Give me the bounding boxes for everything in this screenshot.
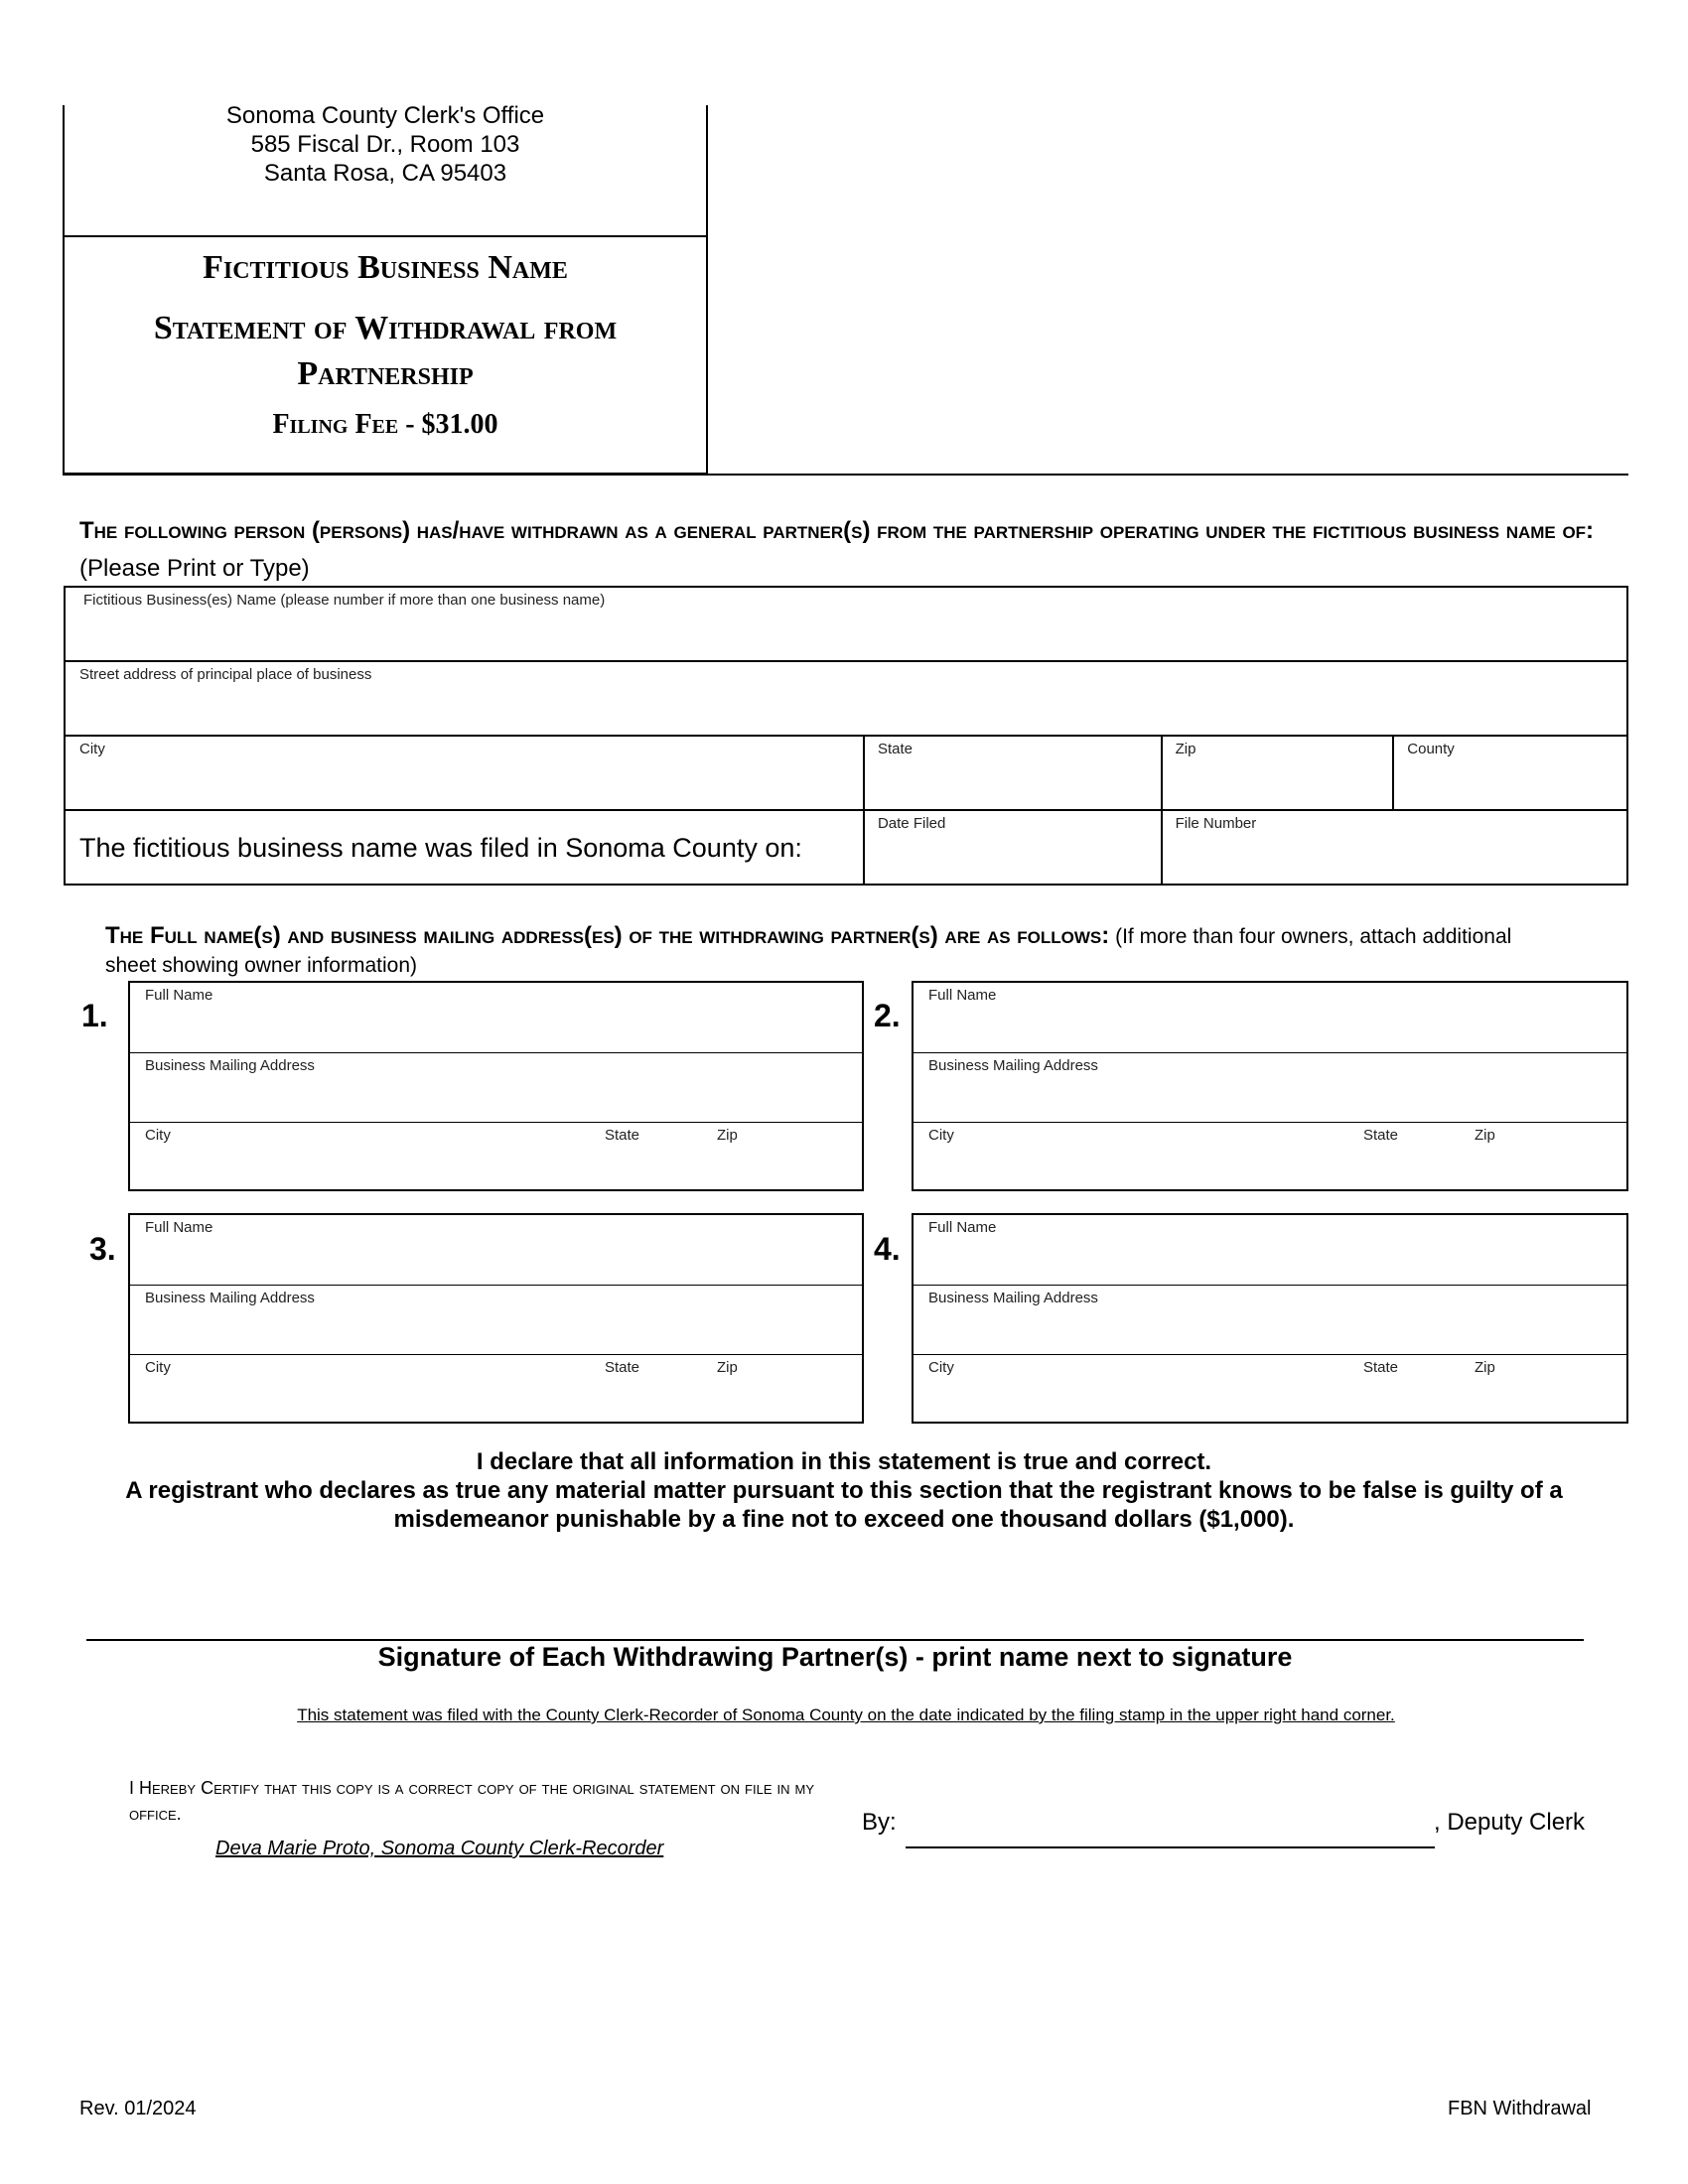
state-field[interactable] <box>864 736 1162 810</box>
state-label: State <box>605 1359 640 1376</box>
partner-1-full-name-field[interactable] <box>130 983 862 1052</box>
partner-number-1: 1. <box>81 998 108 1033</box>
partner-1-address-field[interactable] <box>130 1052 862 1122</box>
street-address-field[interactable] <box>65 661 1627 736</box>
partner-2-address-field[interactable] <box>914 1052 1626 1122</box>
header-rule <box>63 474 1628 476</box>
date-filed-label: Date Filed <box>877 815 946 832</box>
address-label: Business Mailing Address <box>145 1057 315 1074</box>
partner-box-2 <box>912 981 1628 1191</box>
zip-label: Zip <box>1175 741 1196 757</box>
partners-intro-note: (If more than four owners, attach additional sheet showing owner information) <box>105 925 1512 977</box>
deputy-clerk-label: , Deputy Clerk <box>1434 1809 1586 1836</box>
filing-fee: Filing Fee - $31.00 <box>272 409 498 440</box>
header-divider <box>63 235 708 237</box>
form-title-line1: Fictitious Business Name <box>203 249 568 286</box>
declaration <box>79 1447 1609 1534</box>
business-section-intro <box>79 512 1609 588</box>
office-address: 585 Fiscal Dr., Room 103 <box>250 131 520 158</box>
state-label: State <box>605 1127 640 1144</box>
city-label: City <box>145 1359 171 1376</box>
full-name-label: Full Name <box>928 1219 997 1236</box>
partner-2-full-name-field[interactable] <box>914 983 1626 1052</box>
state-label: State <box>1363 1127 1399 1144</box>
partner-box-4 <box>912 1213 1628 1424</box>
deputy-signature-line[interactable] <box>906 1846 1435 1848</box>
clerk-name: Deva Marie Proto, Sonoma County Clerk-Recorder <box>215 1838 664 1859</box>
declaration-line1: I declare that all information in this statement is true and correct. <box>476 1448 1212 1475</box>
zip-field[interactable] <box>1162 736 1394 810</box>
declaration-line2: A registrant who declares as true any material matter pursuant to this section that the registrant knows to be false is guilty of a misdemeanor punishable by a fine not to exceed one thousand dollars ($1,000). <box>125 1477 1563 1533</box>
partner-number-2: 2. <box>874 998 901 1033</box>
zip-label: Zip <box>1475 1359 1495 1376</box>
partners-intro-caps: The Full name(s) and business mailing address(es) of the withdrawing partner(s) are as follows: <box>105 922 1110 949</box>
partner-4-city-field[interactable] <box>914 1354 1626 1424</box>
partner-number-4: 4. <box>874 1231 901 1267</box>
zip-label: Zip <box>1475 1127 1495 1144</box>
zip-label: Zip <box>717 1127 738 1144</box>
partner-box-1 <box>128 981 864 1191</box>
zip-label: Zip <box>717 1359 738 1376</box>
state-label: State <box>1363 1359 1399 1376</box>
county-field[interactable] <box>1393 736 1627 810</box>
revision-date: Rev. 01/2024 <box>79 2098 197 2119</box>
partner-3-full-name-field[interactable] <box>130 1215 862 1285</box>
office-name: Sonoma County Clerk's Office <box>225 102 545 129</box>
date-filed-field[interactable] <box>864 810 1162 885</box>
office-city: Santa Rosa, CA 95403 <box>263 160 507 187</box>
filed-in-cell <box>65 810 864 885</box>
street-address-label: Street address of principal place of business <box>79 666 372 683</box>
state-label: State <box>877 741 913 757</box>
address-label: Business Mailing Address <box>928 1290 1098 1306</box>
partner-number-3: 3. <box>89 1231 116 1267</box>
filed-statement: This statement was filed with the County Clerk-Recorder of Sonoma County on the date indicated by the filing stamp in the upper right hand corner. <box>297 1706 1395 1724</box>
city-label: City <box>145 1127 171 1144</box>
signature-label: Signature of Each Withdrawing Partner(s) - print name next to signature <box>377 1642 1293 1672</box>
partners-section-intro <box>105 921 1515 980</box>
full-name-label: Full Name <box>145 987 213 1004</box>
signature-line[interactable] <box>86 1639 1584 1641</box>
full-name-label: Full Name <box>145 1219 213 1236</box>
address-label: Business Mailing Address <box>145 1290 315 1306</box>
county-label: County <box>1407 741 1455 757</box>
partner-box-3 <box>128 1213 864 1424</box>
business-intro-caps: The following person (persons) has/have withdrawn as a general partner(s) from the partnership operating under the fictitious business name of: <box>79 517 1595 544</box>
partner-2-city-field[interactable] <box>914 1122 1626 1191</box>
business-intro-note: (Please Print or Type) <box>79 555 310 582</box>
partner-1-city-field[interactable] <box>130 1122 862 1191</box>
filed-in-label: The fictitious business name was filed in Sonoma County on: <box>79 833 802 863</box>
form-id: FBN Withdrawal <box>1448 2098 1592 2119</box>
city-field[interactable] <box>65 736 864 810</box>
city-label: City <box>928 1127 954 1144</box>
city-label: City <box>928 1359 954 1376</box>
address-label: Business Mailing Address <box>928 1057 1098 1074</box>
file-number-label: File Number <box>1175 815 1257 832</box>
form-title-line2: Statement of Withdrawal from Partnership <box>153 310 618 392</box>
fbn-name-field[interactable] <box>65 587 1627 661</box>
certification-text: I Hereby Certify that this copy is a correct copy of the original statement on file in my office. <box>129 1778 815 1824</box>
city-label: City <box>79 741 105 757</box>
office-address-block <box>63 101 708 188</box>
file-number-field[interactable] <box>1162 810 1627 885</box>
full-name-label: Full Name <box>928 987 997 1004</box>
by-label: By: <box>862 1809 897 1836</box>
partner-3-city-field[interactable] <box>130 1354 862 1424</box>
partner-3-address-field[interactable] <box>130 1285 862 1354</box>
business-info-table <box>64 586 1628 886</box>
fbn-name-label: Fictitious Business(es) Name (please number if more than one business name) <box>83 592 606 609</box>
partner-4-full-name-field[interactable] <box>914 1215 1626 1285</box>
form-title-block <box>63 248 708 441</box>
partner-4-address-field[interactable] <box>914 1285 1626 1354</box>
